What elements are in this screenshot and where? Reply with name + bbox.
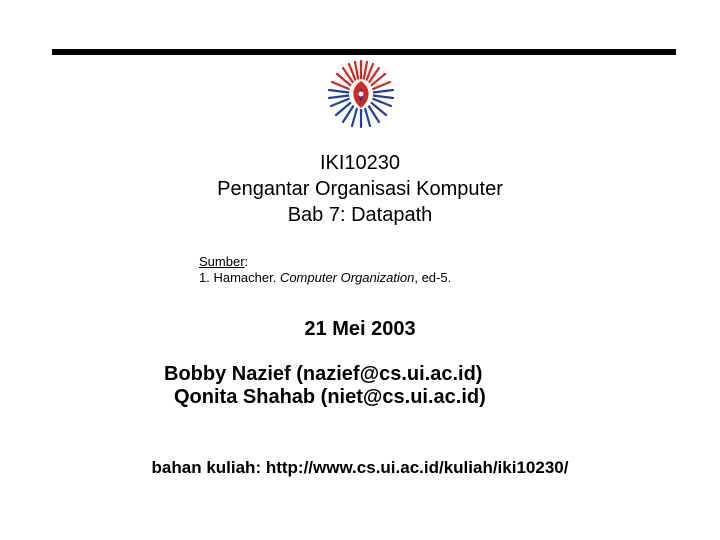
author-line: Qonita Shahab (niet@cs.ui.ac.id) [174, 386, 486, 408]
source-heading [199, 254, 451, 270]
source-citation [199, 270, 451, 286]
course-code: IKI10230 [319, 152, 401, 174]
university-emblem-icon [325, 58, 397, 130]
chapter-title: Bab 7: Datapath [287, 204, 433, 226]
top-divider [52, 49, 676, 55]
source-label: Sumber [199, 254, 245, 269]
slide-title [0, 150, 720, 228]
source-reference [199, 254, 451, 286]
source-suffix: , ed-5. [414, 270, 452, 285]
course-material-link: bahan kuliah: http://www.cs.ui.ac.id/kuliah/iki10230/ [151, 458, 569, 477]
presentation-date: 21 Mei 2003 [304, 318, 416, 340]
source-prefix: 1. Hamacher. [199, 270, 280, 285]
source-colon: : [244, 254, 249, 269]
author-line: Bobby Nazief (nazief@cs.ui.ac.id) [164, 363, 483, 385]
source-book-title: Computer Organization [279, 270, 415, 285]
course-name: Pengantar Organisasi Komputer [217, 178, 503, 200]
